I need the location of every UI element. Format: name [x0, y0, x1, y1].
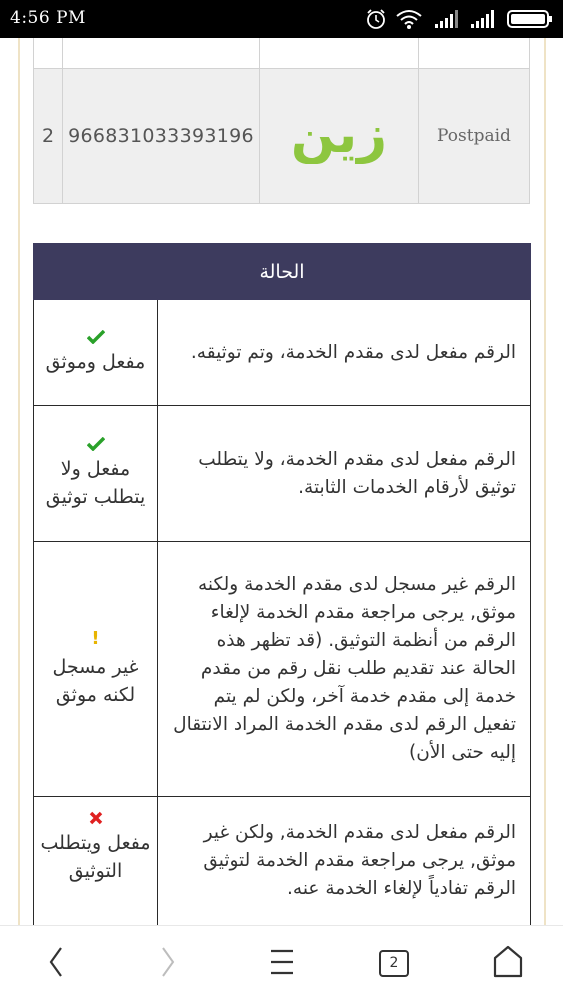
signal-icon-2 — [469, 8, 495, 30]
status-label-cell — [34, 797, 158, 926]
tabs-count: 2 — [389, 955, 399, 971]
status-time: 4:56 PM — [10, 8, 86, 28]
forward-button[interactable] — [146, 944, 190, 984]
home-button[interactable] — [486, 944, 530, 984]
status-legend-table — [33, 243, 531, 925]
zain-logo-icon — [284, 104, 394, 164]
status-icons — [365, 8, 555, 30]
row-index: 2 — [34, 69, 63, 204]
phone-number: 966831033393196 — [63, 69, 260, 204]
check-icon — [87, 330, 105, 344]
status-label: مفعل وموثق — [45, 350, 146, 373]
table-row — [34, 797, 531, 926]
table-header: الحالة — [34, 244, 531, 300]
status-label-cell — [34, 406, 158, 542]
tabs-button[interactable] — [378, 948, 410, 978]
status-label: مفعل ويتطلب التوثيق — [40, 832, 151, 882]
table-row — [34, 542, 531, 797]
wifi-icon — [395, 8, 423, 30]
status-label-cell — [34, 300, 158, 406]
status-label: غير مسجل لكنه موثق — [52, 656, 139, 706]
page-border-left — [18, 38, 20, 925]
check-icon — [87, 437, 105, 451]
exclamation-icon: ! — [91, 628, 100, 649]
page-content — [0, 38, 563, 925]
status-description: الرقم مفعل لدى مقدم الخدمة, ولكن غير موثق, يرجى مراجعة مقدم الخدمة لتوثيق الرقم تفادياً لإلغاء الخدمة عنه. — [158, 797, 531, 926]
signal-icon — [433, 8, 459, 30]
operator-table — [33, 38, 530, 204]
table-row — [34, 69, 530, 204]
chevron-right-icon — [158, 944, 178, 980]
status-description: الرقم مفعل لدى مقدم الخدمة، ولا يتطلب توثيق لأرقام الخدمات الثابتة. — [158, 406, 531, 542]
table-header-row — [34, 244, 531, 300]
table-row — [34, 38, 530, 69]
cross-icon — [89, 811, 103, 825]
operator-logo — [260, 69, 419, 204]
menu-button[interactable] — [260, 944, 304, 984]
svg-text:زين: زين — [290, 105, 388, 164]
battery-icon — [507, 8, 553, 30]
browser-nav-bar — [0, 925, 563, 1001]
menu-icon — [269, 944, 295, 980]
plan-type: Postpaid — [419, 69, 530, 204]
back-button[interactable] — [34, 944, 78, 984]
page-border-right — [544, 38, 546, 925]
home-icon — [491, 944, 525, 980]
alarm-icon — [365, 8, 387, 30]
status-label-cell — [34, 542, 158, 797]
status-bar — [0, 0, 563, 38]
table-row — [34, 300, 531, 406]
status-label: مفعل ولا يتطلب توثيق — [45, 457, 146, 508]
chevron-left-icon — [46, 944, 66, 980]
status-description: الرقم غير مسجل لدى مقدم الخدمة ولكنه موثق, يرجى مراجعة مقدم الخدمة لإلغاء الرقم من أنظمة التوثيق. (قد تظهر هذه الحالة عند تقديم طلب نقل رقم من مقدم خدمة إلى مقدم خدمة آخر، ولكن لم يتم تفعيل الرقم لدى مقدم الخدمة المراد الانتقال إليه حتى الأن) — [158, 542, 531, 797]
status-description: الرقم مفعل لدى مقدم الخدمة، وتم توثيقه. — [158, 300, 531, 406]
table-row — [34, 406, 531, 542]
